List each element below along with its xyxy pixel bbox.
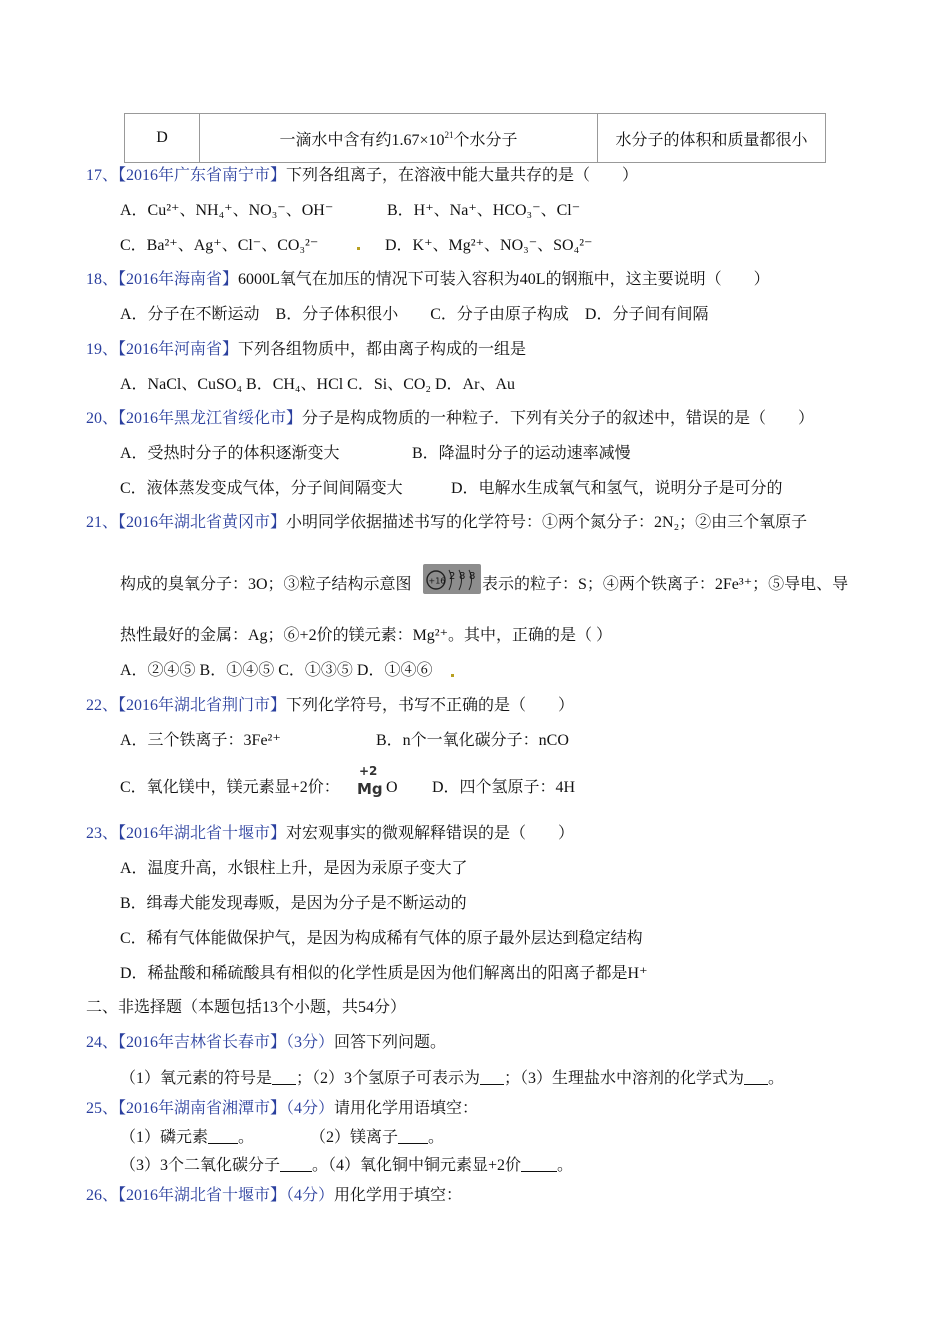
question-21-line3: 热性最好的金属：Ag；⑥+2价的镁元素：Mg²⁺。其中，正确的是（ ） [120, 627, 613, 644]
table-cell-fact [200, 114, 598, 163]
question-text: 分子是构成物质的一种粒子．下列有关分子的叙述中，错误的是（ ） [302, 410, 815, 427]
answer-table [124, 113, 826, 163]
answer-blank[interactable] [280, 1155, 312, 1172]
question-text: 请用化学用语填空： [334, 1100, 479, 1117]
question-text: 小明同学依据描述书写的化学符号：①两个氮分子：2N₂；②由三个氧原子 [286, 514, 808, 531]
table-row [125, 114, 826, 163]
option-c-prefix: C．氧化镁中，镁元素显+2价： [120, 779, 340, 796]
option-d: D．四个氢原子：4H [432, 779, 576, 796]
option-a: A．三个铁离子：3Fe²⁺ [120, 732, 281, 749]
option-b: B．降温时分子的运动速率减慢 [412, 445, 631, 462]
option-a: A．温度升高，水银柱上升，是因为汞原子变大了 [120, 860, 468, 877]
source-tag: 【2016年湖北省十堰市】（4分） [118, 1187, 335, 1204]
question-number: 19、 [86, 341, 119, 358]
question-text: 6000L氧气在加压的情况下可装入容积为40L的钢瓶中，这主要说明（ ） [238, 271, 770, 288]
question-text: 下列各组物质中，都由离子构成的一组是 [238, 341, 527, 358]
stray-mark [451, 674, 454, 677]
option-a: A．受热时分子的体积逐渐变大 [120, 445, 340, 462]
element-symbol: Mg [357, 780, 383, 798]
blank-prompt: （3）3个二氧化碳分子 [120, 1157, 281, 1174]
question-18-options: A．分子在不断运动 B．分子体积很小 C．分子由原子构成 D．分子间有间隔 [120, 306, 709, 323]
question-19-options: A．NaCl、CuSO₄ B．CH₄、HCl C．Si、CO₂ D．Ar、Au [120, 376, 515, 393]
source-tag: 【2016年黑龙江省绥化市】 [118, 410, 303, 427]
svg-text:2: 2 [449, 571, 456, 582]
question-24-blanks [120, 1068, 784, 1089]
option-c: C．Ba²⁺、Ag⁺、Cl⁻、CO₃²⁻ [120, 237, 319, 254]
answer-blank[interactable] [744, 1068, 768, 1085]
question-17-stem [86, 166, 638, 186]
question-23-stem [86, 824, 574, 844]
question-number: 23、 [86, 825, 119, 842]
question-21-options: A．②④⑤ B．①④⑤ C．①③⑤ D．①④⑥ [120, 662, 433, 679]
question-number: 20、 [86, 410, 119, 427]
blank-prompt: 。 [557, 1157, 574, 1174]
fact-text: 一滴水中含有约1.67×10 [279, 131, 445, 149]
question-number: 18、 [86, 271, 119, 288]
question-20-stem [86, 409, 814, 429]
question-number: 25、 [86, 1100, 119, 1117]
svg-text:8: 8 [469, 571, 476, 582]
blank-prompt: 。 [768, 1070, 785, 1087]
blank-prompt: （1）氧元素的符号是 [120, 1070, 273, 1087]
table-cell-explanation: 水分子的体积和质量都很小 [598, 114, 826, 163]
source-tag: 【2016年广东省南宁市】 [118, 167, 287, 184]
question-text: 下列各组离子，在溶液中能大量共存的是（ ） [286, 167, 639, 184]
question-22-stem [86, 696, 574, 716]
svg-text:8: 8 [459, 571, 466, 582]
question-26-stem [86, 1186, 462, 1206]
question-number: 24、 [86, 1034, 119, 1051]
stray-mark [357, 247, 360, 250]
source-tag: 【2016年河南省】 [118, 341, 239, 358]
question-21-line2b: 表示的粒子：S；④两个铁离子：2Fe³⁺；⑤导电、导 [482, 576, 849, 593]
source-tag: 【2016年海南省】 [118, 271, 239, 288]
answer-blank[interactable] [398, 1127, 428, 1144]
fact-tail: 个水分子 [453, 131, 518, 149]
question-number: 26、 [86, 1187, 119, 1204]
blank-prompt: ；（2）3个氢原子可表示为 [296, 1070, 481, 1087]
option-c: C．液体蒸发变成气体，分子间间隔变大 [120, 480, 403, 497]
source-tag: 【2016年吉林省长春市】（3分） [118, 1034, 335, 1051]
question-text: 对宏观事实的微观解释错误的是（ ） [286, 825, 575, 842]
question-25-stem [86, 1099, 478, 1119]
blank-prompt: ；（3）生理盐水中溶剂的化学式为 [504, 1070, 745, 1087]
option-d: D．稀盐酸和稀硫酸具有相似的化学性质是因为他们解离出的阳离子都是H⁺ [120, 965, 648, 982]
blank-prompt: （2）镁离子 [310, 1129, 399, 1146]
answer-blank[interactable] [480, 1068, 504, 1085]
option-c: C．稀有气体能做保护气，是因为构成稀有气体的原子最外层达到稳定结构 [120, 930, 643, 947]
table-cell-letter: D [125, 114, 200, 163]
fact-exponent: 21 [444, 129, 454, 140]
source-tag: 【2016年湖北省十堰市】 [118, 825, 287, 842]
section-heading: 二、非选择题（本题包括13个小题，共54分） [86, 999, 407, 1016]
answer-blank[interactable] [521, 1155, 557, 1172]
atom-structure-icon [423, 564, 481, 594]
blank-prompt: 。 [238, 1129, 255, 1146]
option-b: B．缉毒犬能发现毒贩，是因为分子是不断运动的 [120, 895, 467, 912]
question-number: 22、 [86, 697, 119, 714]
valence-label: +2 [359, 764, 378, 778]
source-tag: 【2016年湖南省湘潭市】（4分） [118, 1100, 335, 1117]
option-a: A．Cu²⁺、NH₄⁺、NO₃⁻、OH⁻ [120, 202, 334, 219]
blank-prompt: 。 [428, 1129, 445, 1146]
question-19-stem [86, 340, 526, 360]
magnesium-valence-image [357, 764, 381, 800]
option-b: B．H⁺、Na⁺、HCO₃⁻、Cl⁻ [387, 202, 581, 219]
svg-text:+16: +16 [428, 576, 446, 586]
question-21-line2a: 构成的臭氧分子：3O；③粒子结构示意图 [120, 576, 412, 593]
question-25-line2 [120, 1155, 573, 1176]
question-24-stem [86, 1033, 446, 1053]
source-tag: 【2016年湖北省黄冈市】 [118, 514, 287, 531]
option-b: B．n个一氧化碳分子：nCO [376, 732, 569, 749]
question-25-line1 [120, 1127, 444, 1148]
option-d: D．K⁺、Mg²⁺、NO₃⁻、SO₄²⁻ [385, 237, 593, 254]
question-text: 下列化学符号，书写不正确的是（ ） [286, 697, 575, 714]
question-text: 用化学用于填空： [334, 1187, 463, 1204]
question-18-stem [86, 270, 770, 290]
source-tag: 【2016年湖北省荆门市】 [118, 697, 287, 714]
blank-prompt: （1）磷元素 [120, 1129, 209, 1146]
question-text: 回答下列问题。 [334, 1034, 447, 1051]
blank-prompt: 。（4）氧化铜中铜元素显+2价 [312, 1157, 522, 1174]
atom-structure-diagram [423, 564, 481, 594]
option-d: D．电解水生成氧气和氢气，说明分子是可分的 [451, 480, 783, 497]
answer-blank[interactable] [208, 1127, 238, 1144]
answer-blank[interactable] [272, 1068, 296, 1085]
option-c-suffix: O [386, 779, 398, 796]
question-number: 17、 [86, 167, 119, 184]
question-number: 21、 [86, 514, 119, 531]
question-21-stem [86, 513, 807, 533]
